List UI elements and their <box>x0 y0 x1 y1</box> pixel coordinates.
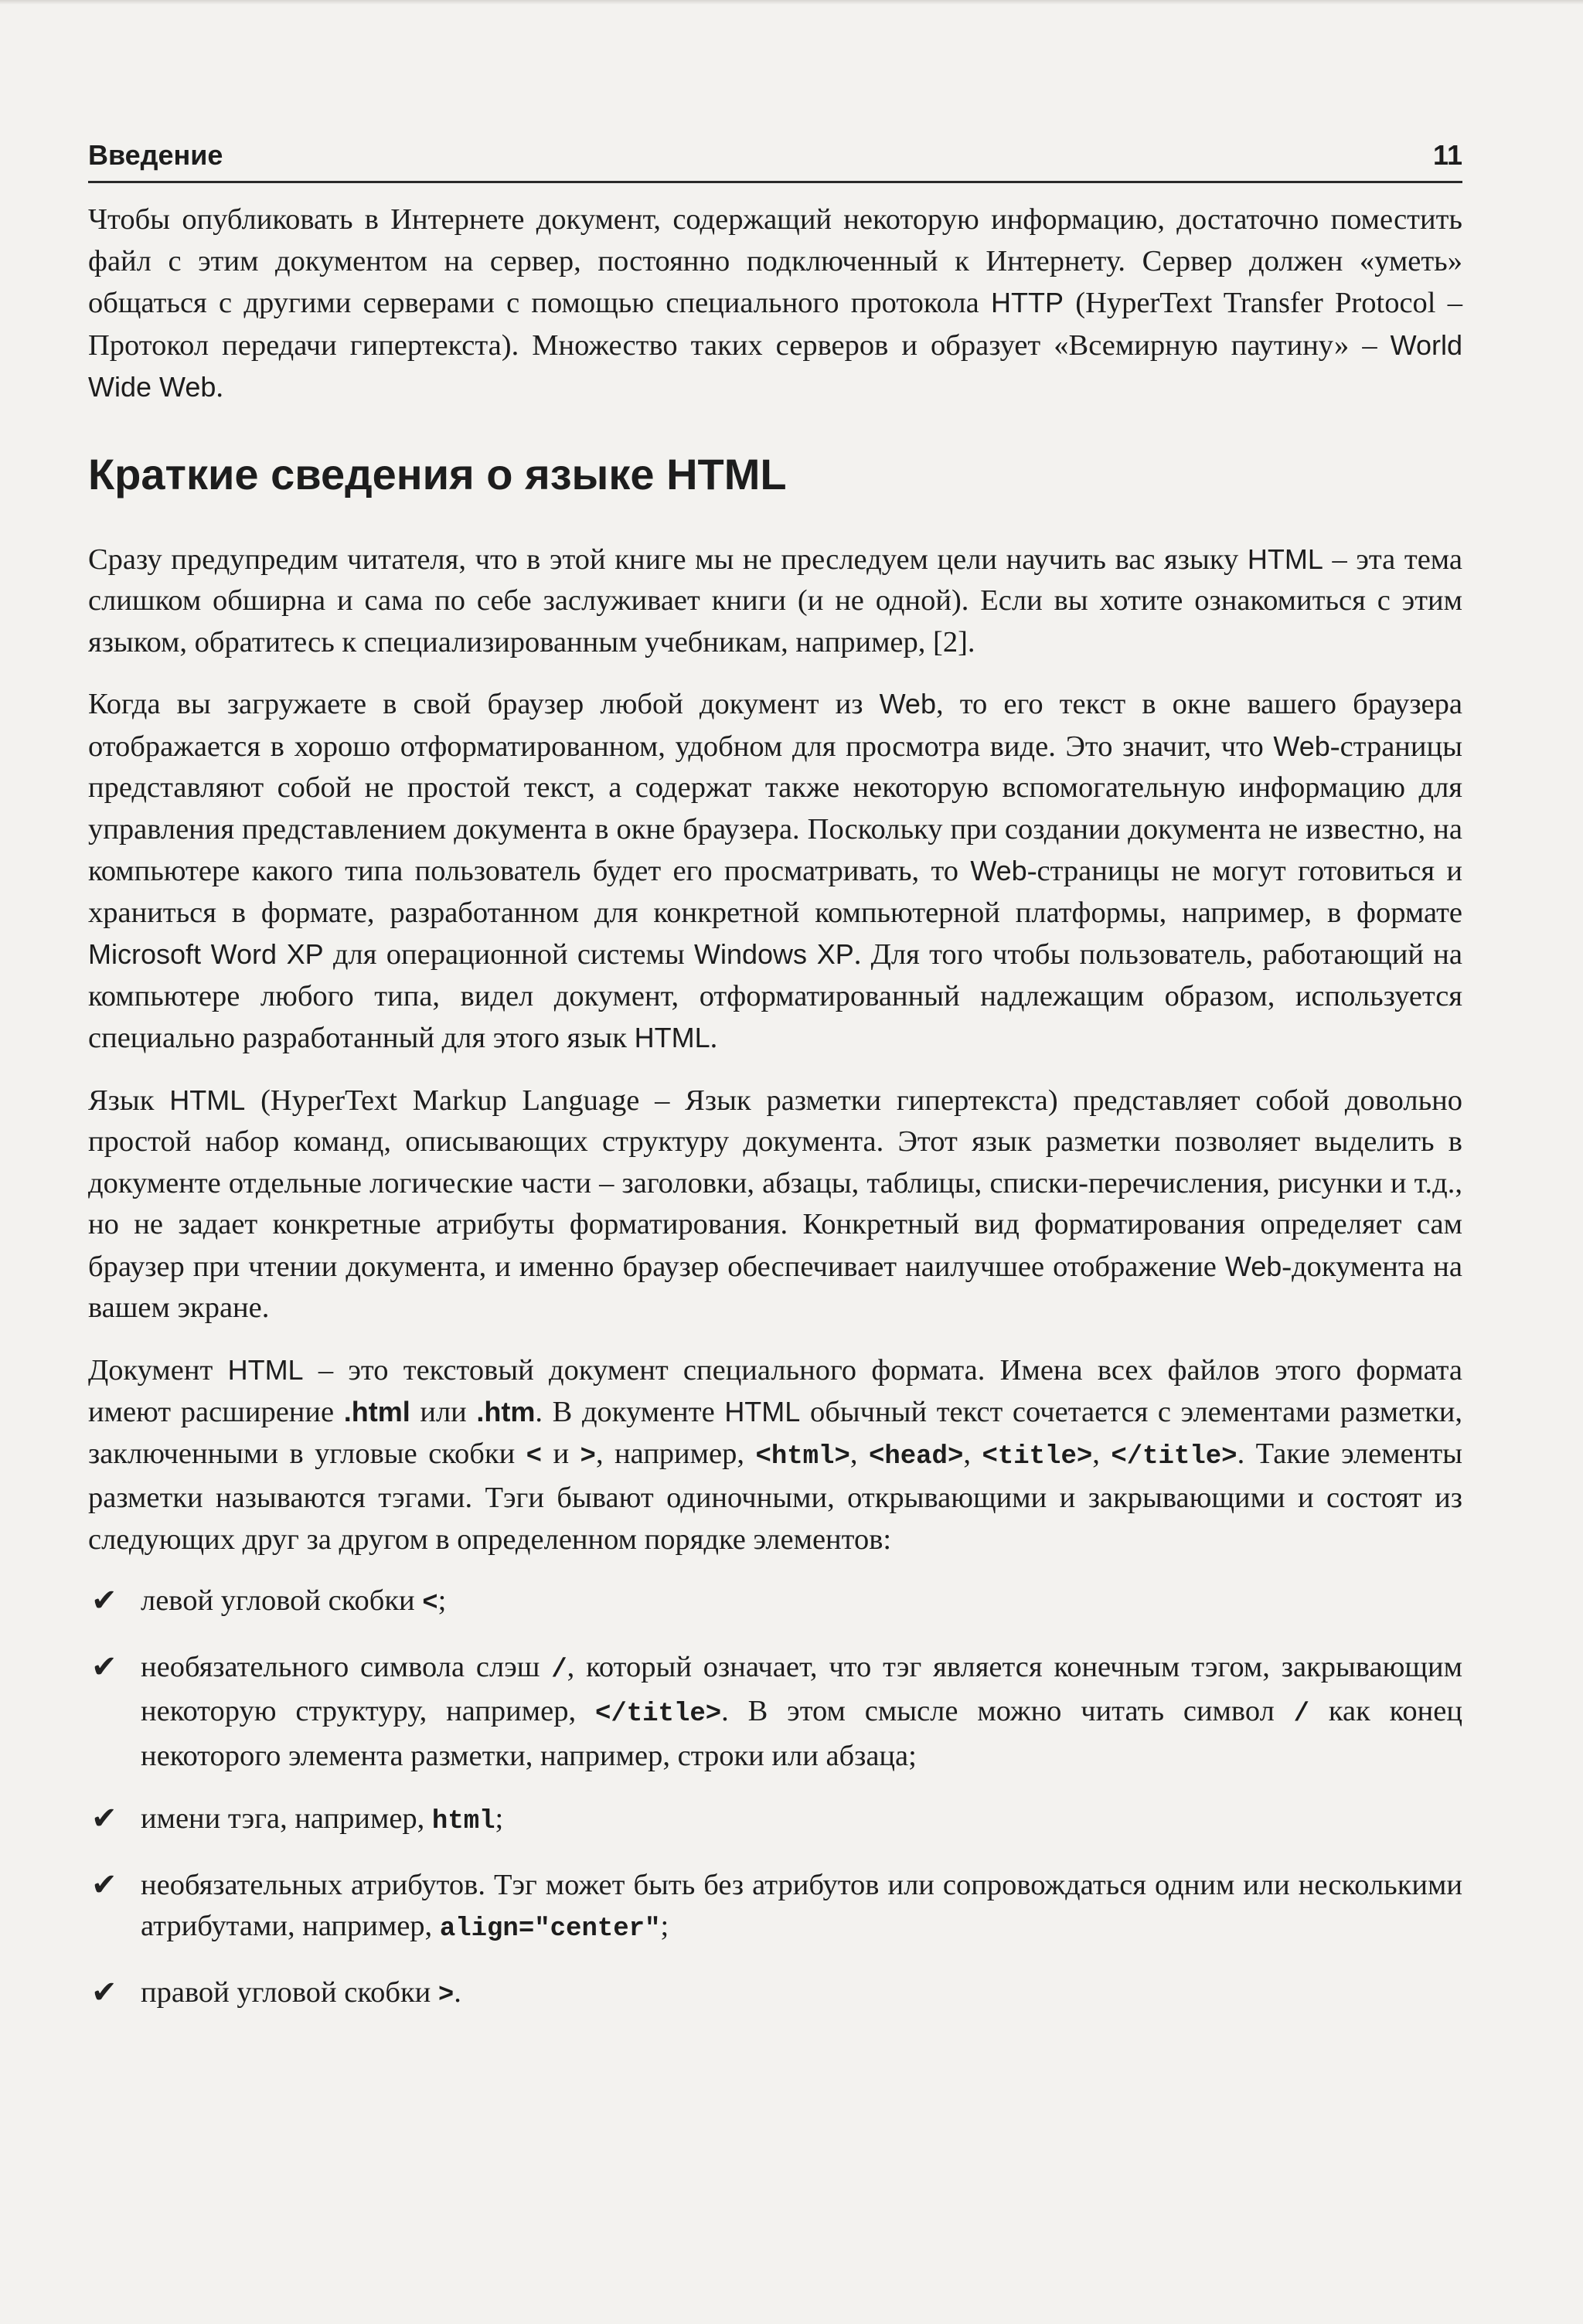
paragraph-4 <box>88 1349 1462 1561</box>
term-html: HTML <box>227 1353 304 1386</box>
text: , который означает, что тэг является конечным тэгом, закрывающим некоторую структуру, например, <box>141 1650 1462 1727</box>
text: (HyperText Transfer Protocol – Протокол передачи гипертекста). Множество таких серверов и образует «Всемирную паутину» – <box>88 287 1462 362</box>
text: левой угловой скобки <box>141 1584 423 1617</box>
code: / <box>1293 1700 1310 1729</box>
text: , например, <box>595 1437 756 1470</box>
text: – это текстовый документ специального формата. Имена всех файлов этого формата имеют расширение <box>88 1353 1462 1428</box>
paragraph-2 <box>88 683 1462 1060</box>
term-web: Web <box>970 855 1027 886</box>
text: как конец некоторого элемента разметки, например, строки или абзаца; <box>141 1695 1462 1772</box>
list-item <box>88 1798 1462 1843</box>
term-web: Web <box>879 688 936 720</box>
code-tag: <title> <box>982 1441 1093 1472</box>
text: , <box>849 1437 869 1470</box>
text: -страницы представляют собой не простой текст, а содержат также некоторую вспомогательную информацию для управления представлением документа в окне браузера. Поскольку при создании документа не известно, на компьютере какого типа пользователь будет его просматривать, то <box>88 730 1462 887</box>
list-item <box>88 1972 1462 2017</box>
code: html <box>431 1807 495 1836</box>
paragraph-3 <box>88 1080 1462 1329</box>
text: имени тэга, например, <box>141 1802 432 1835</box>
checkmark-icon: ✔ <box>91 1866 117 1903</box>
section-title: Введение <box>88 139 223 171</box>
code: </title> <box>594 1700 722 1729</box>
term-html: HTML <box>634 1022 710 1053</box>
list-item <box>88 1865 1462 1951</box>
code: / <box>551 1655 567 1685</box>
text: . <box>216 371 224 403</box>
text: – эта тема слишком обширна и сама по себе заслуживает книги (и не одной). Если вы хотите ознакомиться с этим языком, обратитесь к специализированным учебникам, например, [2]. <box>88 543 1462 658</box>
text: . В документе <box>535 1396 725 1428</box>
checkmark-icon: ✔ <box>91 1974 117 2010</box>
text: -страницы не могут готовиться и храниться в формате, разработанном для конкретной компьютерной платформы, например, в формате <box>88 855 1462 929</box>
code-tag: <head> <box>868 1441 964 1472</box>
list-item <box>88 1581 1462 1625</box>
intro-paragraph <box>88 199 1462 409</box>
text: обычный текст сочетается с элементами разметки, заключенными в угловые скобки <box>88 1396 1463 1470</box>
term-word: Microsoft Word XP <box>88 938 324 970</box>
running-header <box>88 136 1462 183</box>
term-html: HTML <box>169 1084 246 1116</box>
code: < <box>422 1589 438 1618</box>
scan-edge <box>0 0 1583 5</box>
text: и <box>542 1437 580 1470</box>
text: ; <box>495 1802 504 1835</box>
code-tag: </title> <box>1111 1441 1237 1472</box>
term-html: HTML <box>1247 543 1323 575</box>
text: , <box>1092 1437 1112 1470</box>
text: , то его текст в окне вашего браузера отображается в хорошо отформатированном, удобном для просмотра виде. Это значит, что <box>88 688 1462 763</box>
term-www: World Wide Web <box>88 328 1462 403</box>
term-html: HTML <box>724 1396 801 1427</box>
section-heading: Краткие сведения о языке HTML <box>88 449 787 498</box>
text: для операционной системы <box>323 938 695 971</box>
text: необязательного символа слэш <box>141 1650 552 1683</box>
checkmark-icon: ✔ <box>91 1649 117 1685</box>
code: > <box>437 1980 454 2010</box>
code: align="center" <box>439 1914 661 1944</box>
page-body <box>88 199 1462 2038</box>
term-windows: Windows XP <box>694 938 854 970</box>
text: (HyperText Markup Language – Язык разметки гипертекста) представляет собой довольно простой набор команд, описывающих структуру документа. Этот язык разметки позволяет выделить в документе отдельные логические части – заголовки, абзацы, таблицы, списки-перечисления, рисунки и т.д., но не задает конкретные атрибуты форматирования. Конкретный вид форматирования определяет сам браузер при чтении документа, и именно браузер обеспечивает наилучшее отображение <box>88 1084 1462 1283</box>
paragraph-1 <box>88 539 1462 664</box>
text: , <box>963 1437 982 1470</box>
term-web: Web <box>1224 1250 1282 1282</box>
code-tag: <html> <box>755 1441 850 1472</box>
list-item <box>88 1647 1462 1778</box>
text: необязательных атрибутов. Тэг может быть без атрибутов или сопровождаться одним или несколькими атрибутами, например, <box>141 1868 1462 1942</box>
text: -документа на вашем экране. <box>88 1250 1462 1324</box>
text: правой угловой скобки <box>141 1975 438 2009</box>
checkmark-icon: ✔ <box>91 1583 117 1618</box>
text: . В этом смысле можно читать символ <box>721 1695 1294 1727</box>
text: Язык <box>88 1084 170 1117</box>
text: Когда вы загружаете в свой браузер любой документ из <box>88 688 880 720</box>
checkmark-icon: ✔ <box>91 1801 117 1836</box>
term-http: HTTP <box>991 287 1064 318</box>
text: . Для того чтобы пользователь, работающий на компьютере любого типа, видел документ, отформатированный надлежащим образом, используется специально разработанный для этого язык <box>88 938 1462 1054</box>
text: ; <box>660 1910 669 1942</box>
term-web: Web <box>1273 730 1330 762</box>
page-number: 11 <box>1432 139 1462 171</box>
code-gt: > <box>580 1441 596 1472</box>
text: Сразу предупредим читателя, что в этой книге мы не преследуем цели научить вас языку <box>88 543 1248 576</box>
text: . Такие элементы разметки называются тэгами. Тэги бывают одиночными, открывающими и закрывающими и состоят из следующих друг за другом в определенном порядке элементов: <box>88 1437 1463 1556</box>
text: Чтобы опубликовать в Интернете документ, содержащий некоторую информацию, достаточно поместить файл с этим документом на сервер, постоянно подключенный к Интернету. Сервер должен «уметь» общаться с другими серверами с помощью специального протокола <box>88 203 1462 319</box>
tag-elements-list <box>88 1581 1462 2016</box>
text: . <box>710 1022 718 1054</box>
text: . <box>454 1975 461 2009</box>
code-lt: < <box>526 1441 543 1472</box>
ext-html: .html <box>343 1396 410 1427</box>
text: или <box>410 1396 477 1428</box>
text: ; <box>437 1584 447 1617</box>
text: Документ <box>88 1353 228 1387</box>
ext-htm: .htm <box>476 1396 536 1427</box>
